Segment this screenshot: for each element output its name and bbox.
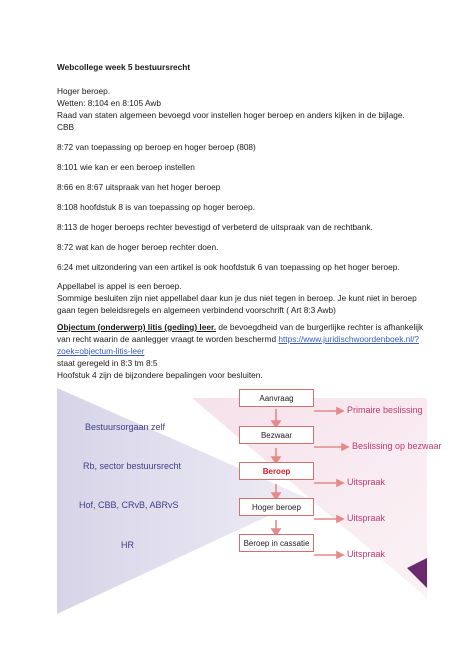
term-definition-cont: van recht waarin de aanlegger vraagt te worden beschermd: [57, 334, 279, 344]
label-beslissing-op-bezwaar: Beslissing op bezwaar: [352, 441, 442, 451]
reference-link-cont[interactable]: zoek=objectum-litis-leer: [57, 346, 145, 356]
text-line: Appellabel is appel is een beroep.: [57, 281, 182, 291]
text-line: [57, 334, 419, 345]
step-bezwaar: Bezwaar: [239, 426, 314, 444]
text-line: gaan tegen beleidsregels en algemeen verbindend voorschrift ( Art 8:3 Awb): [57, 305, 336, 315]
text-line: Raad van staten algemeen bevoegd voor instellen hoger beroep en anders kijken in de bijlage.: [57, 110, 405, 120]
document-title: Webcollege week 5 bestuursrecht: [57, 62, 191, 72]
text-line: Wetten: 8:104 en 8:105 Awb: [57, 98, 161, 108]
text-line: 8:101 wie kan er een beroep instellen: [57, 162, 195, 172]
label-uitspraak-2: Uitspraak: [347, 513, 386, 523]
label-hr: HR: [121, 540, 134, 550]
step-beroep: Beroep: [239, 462, 314, 480]
step-beroep-in-cassatie: Beroep in cassatie: [239, 534, 314, 552]
term-heading: Objectum (onderwerp) litis (geding) leer.: [57, 322, 217, 332]
procedure-diagram: [57, 388, 442, 614]
text-line: 8:72 wat kan de hoger beroep rechter doen.: [57, 242, 219, 252]
text-line: 8:72 van toepassing op beroep en hoger beroep (808): [57, 142, 256, 152]
step-hoger-beroep: Hoger beroep: [239, 498, 314, 516]
text-line: Hoger beroep.: [57, 86, 111, 96]
text-line: Hoofstuk 4 zijn de bijzondere bepalingen voor besluiten.: [57, 370, 263, 380]
text-line: Sommige besluiten zijn niet appellabel daar kun je dus niet tegen in beroep. Je kunt niet in beroep: [57, 293, 417, 303]
text-line: 6:24 met uitzondering van een artikel is ook hoofdstuk 6 van toepassing op het hoger beroep.: [57, 262, 400, 272]
label-uitspraak-3: Uitspraak: [347, 549, 386, 559]
label-primaire-beslissing: Primaire beslissing: [347, 405, 423, 415]
term-definition: de bevoegdheid van de burgerlijke rechter is afhankelijk: [216, 322, 424, 332]
text-line: staat geregeld in 8:3 tm 8:5: [57, 358, 158, 368]
text-line: 8:108 hoofdstuk 8 is van toepassing op hoger beroep.: [57, 202, 255, 212]
text-line: 8:66 en 8:67 uitspraak van het hoger beroep: [57, 182, 221, 192]
text-line: [57, 322, 423, 333]
label-hof: Hof, CBB, CRvB, ABRvS: [79, 500, 179, 510]
label-bestuursorgaan: Bestuursorgaan zelf: [85, 422, 166, 432]
step-aanvraag: Aanvraag: [239, 389, 314, 407]
label-rechtbank: Rb, sector bestuursrecht: [83, 461, 182, 471]
label-uitspraak-1: Uitspraak: [347, 477, 386, 487]
text-line: 8:113 de hoger beroeps rechter bevestigd of verbeterd de uitspraak van de rechtbank.: [57, 222, 373, 232]
text-line: [57, 346, 144, 357]
reference-link[interactable]: https://www.juridischwoordenboek.nl/?: [278, 334, 420, 344]
text-line: CBB: [57, 122, 75, 132]
